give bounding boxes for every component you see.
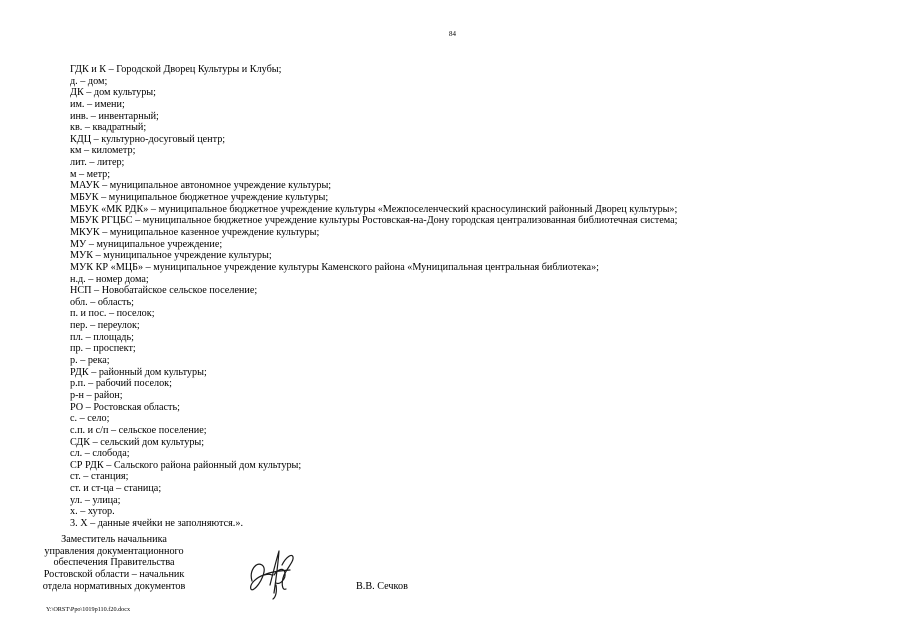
file-path: Y:\ORST\Ppo\1019p110.f20.docx: [46, 606, 131, 613]
list-item: МУК – муниципальное учреждение культуры;: [70, 250, 272, 262]
list-item: р. – река;: [70, 355, 110, 367]
list-item: сл. – слобода;: [70, 448, 130, 460]
list-item: им. – имени;: [70, 98, 125, 110]
abbreviation-list: [70, 64, 900, 530]
list-item: с.п. и с/п – сельское поселение;: [70, 424, 207, 436]
list-item: обл. – область;: [70, 296, 134, 308]
list-item: МАУК – муниципальное автономное учреждение культуры;: [70, 180, 332, 192]
list-item: МКУК – муниципальное казенное учреждение культуры;: [70, 226, 320, 238]
list-item: ст. – станция;: [70, 471, 129, 483]
list-item: МБУК – муниципальное бюджетное учреждение культуры;: [70, 192, 329, 204]
list-item: РДК – районный дом культуры;: [70, 366, 207, 378]
list-item: ул. – улица;: [70, 494, 121, 506]
list-item: д. – дом;: [70, 75, 108, 87]
list-item: КДЦ – культурно-досуговый центр;: [70, 133, 226, 145]
signatory-position-line: управления документационного: [44, 545, 184, 557]
list-item: ст. и ст-ца – станица;: [70, 483, 162, 495]
list-item: инв. – инвентарный;: [70, 110, 159, 122]
list-item: ГДК и К – Городской Дворец Культуры и Клубы;: [70, 64, 282, 75]
list-item: х. – хутор.: [70, 506, 115, 518]
list-item: пр. – проспект;: [70, 343, 136, 355]
list-item: пер. – переулок;: [70, 320, 140, 332]
list-item: МБУК РГЦБС – муниципальное бюджетное учреждение культуры Ростовская-на-Дону городская централизованная библиотечная система;: [70, 215, 678, 227]
list-item: кв. – квадратный;: [70, 122, 147, 134]
list-item: СР РДК – Сальского района районный дом культуры;: [70, 459, 302, 471]
list-item: лит. – литер;: [70, 157, 125, 169]
list-item: МУК КР «МЦБ» – муниципальное учреждение культуры Каменского района «Муниципальная центральная библиотека»;: [70, 261, 599, 273]
page-number: 84: [449, 30, 456, 38]
list-item: км – километр;: [70, 145, 136, 157]
signatory-position-line: Заместитель начальника: [61, 534, 167, 545]
list-item: с. – село;: [70, 413, 110, 425]
signatory-position-line: обеспечения Правительства: [53, 557, 175, 569]
list-item: п. и пос. – поселок;: [70, 308, 155, 320]
signer-name: В.В. Сечков: [356, 581, 408, 592]
list-item: пл. – площадь;: [70, 331, 134, 343]
list-item: 3. Х – данные ячейки не заполняются.».: [70, 517, 243, 529]
list-item: МУ – муниципальное учреждение;: [70, 238, 223, 250]
list-item: ДК – дом культуры;: [70, 87, 156, 99]
list-item: СДК – сельский дом культуры;: [70, 436, 205, 448]
signatory-position-line: отдела нормативных документов: [42, 580, 186, 592]
signatory-position: [30, 534, 198, 593]
list-item: н.д. – номер дома;: [70, 273, 149, 285]
list-item: НСП – Новобатайское сельское поселение;: [70, 285, 258, 297]
list-item: м – метр;: [70, 168, 111, 180]
list-item: МБУК «МК РДК» – муниципальное бюджетное учреждение культуры «Межпоселенческий красносулинский районный Дворец культуры»;: [70, 203, 678, 215]
list-item: р-н – район;: [70, 389, 123, 401]
list-item: РО – Ростовская область;: [70, 401, 180, 413]
handwritten-signature-icon: [246, 545, 298, 601]
signatory-position-line: Ростовской области – начальник: [43, 569, 185, 581]
list-item: р.п. – рабочий поселок;: [70, 378, 172, 390]
